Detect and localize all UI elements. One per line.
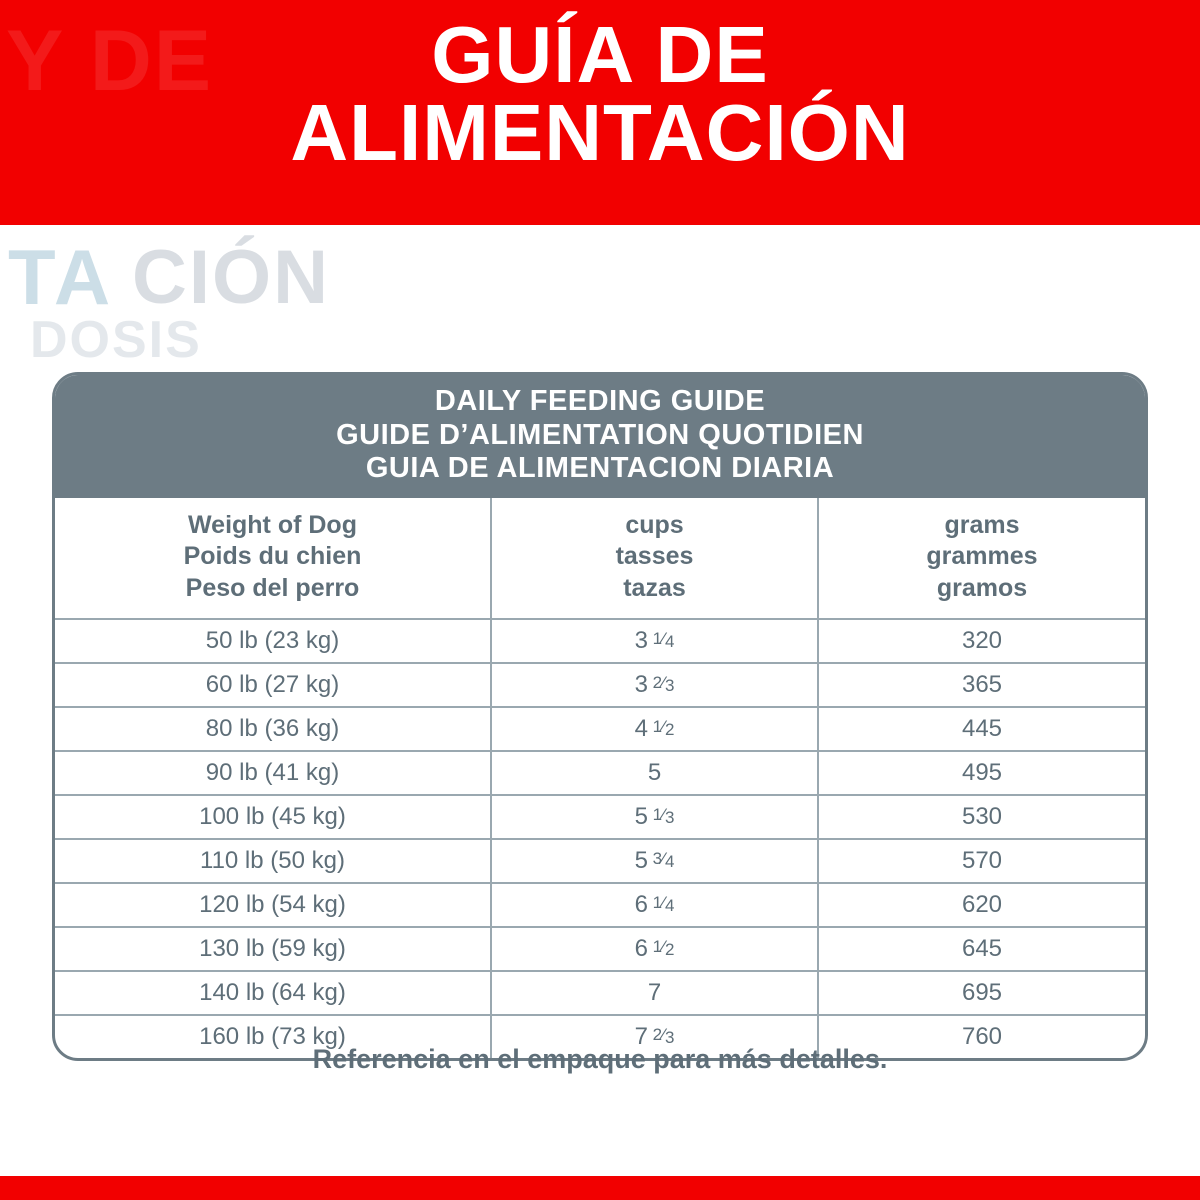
cups-denominator: 3 [664,676,675,696]
banner-ghost-text: Y DE [6,13,214,109]
cups-whole: 7 [634,1023,648,1051]
cell-weight: 120 lb (54 kg) [55,883,491,927]
cell-weight: 50 lb (23 kg) [55,619,491,663]
cups-fraction [648,673,675,696]
watermark-word-b: CIÓN [132,235,330,320]
column-header-grams-en: grams [944,510,1020,539]
page-title [0,10,1200,178]
cups-numerator: 1 [652,937,663,957]
cups-numerator: 2 [652,673,663,693]
cell-weight: 110 lb (50 kg) [55,839,491,883]
cell-cups [491,839,818,883]
table-row [55,795,1145,839]
cell-grams: 570 [818,839,1145,883]
cups-whole: 3 [634,671,648,699]
column-header-grams-es: gramos [936,573,1028,602]
cups-whole: 5 [634,803,648,831]
cell-grams: 620 [818,883,1145,927]
page-title-line1: GUÍA DE [431,10,769,99]
cell-grams: 320 [818,619,1145,663]
column-header-weight [55,498,491,620]
column-header-grams-fr: grammes [926,542,1038,571]
cups-denominator: 2 [664,720,675,740]
cups-denominator: 4 [664,852,675,872]
fraction-slash: ⁄ [662,893,665,913]
fraction-slash: ⁄ [662,673,665,693]
cell-grams: 495 [818,751,1145,795]
cups-whole: 6 [634,891,648,919]
cell-cups [491,927,818,971]
watermark-word-a: TA [8,233,115,321]
feeding-guide-table [55,498,1145,1059]
cups-fraction [648,629,675,652]
table-header-row [55,498,1145,620]
table-row [55,751,1145,795]
bottom-accent-bar [0,1176,1200,1200]
table-row [55,927,1145,971]
fraction-slash: ⁄ [662,805,665,825]
column-header-grams [818,498,1145,620]
column-header-weight-fr: Poids du chien [183,542,362,571]
cell-grams: 760 [961,1023,1003,1051]
column-header-cups-fr: tasses [615,542,694,571]
cups-denominator: 4 [664,896,675,916]
cell-weight: 140 lb (64 kg) [55,971,491,1015]
cell-weight: 160 lb (73 kg) [55,1015,491,1058]
cups-fraction [648,1025,675,1048]
table-row [55,663,1145,707]
cell-cups [491,619,818,663]
fraction-slash: ⁄ [662,717,665,737]
column-header-cups [491,498,818,620]
cups-numerator: 2 [652,1025,663,1045]
cups-denominator: 4 [664,632,675,652]
header-line-english: DAILY FEEDING GUIDE [434,385,766,417]
footnote-text: Referencia en el empaque para más detalles. [312,1044,888,1074]
cups-whole: 5 [634,847,648,875]
cups-numerator: 1 [652,805,663,825]
fraction-slash: ⁄ [662,937,665,957]
header-banner [0,0,1200,225]
cups-numerator: 1 [652,629,663,649]
column-header-weight-en: Weight of Dog [188,510,357,539]
page-title-line2: ALIMENTACIÓN [290,88,910,178]
column-header-cups-es: tazas [623,573,686,602]
cell-cups [491,971,818,1015]
fraction-slash: ⁄ [662,1025,665,1045]
column-header-cups-en: cups [625,510,684,539]
cups-fraction [648,893,675,916]
feeding-guide-header [55,375,1145,498]
cups-whole: 4 [634,715,648,743]
cell-weight: 60 lb (27 kg) [55,663,491,707]
watermark-word-c: DOSIS [30,311,202,369]
cups-fraction [648,937,675,960]
cell-cups [491,707,818,751]
cell-grams: 365 [818,663,1145,707]
cups-numerator: 3 [652,849,663,869]
table-body [55,619,1145,1058]
cups-denominator: 3 [664,1028,675,1048]
cell-cups [491,795,818,839]
cell-weight: 100 lb (45 kg) [55,795,491,839]
cups-fraction [648,849,675,872]
cups-whole: 5 [647,759,662,787]
cell-grams: 695 [818,971,1145,1015]
cups-fraction [648,717,675,740]
cell-cups [491,751,818,795]
cell-grams: 645 [818,927,1145,971]
feeding-guide-card [52,372,1148,1061]
table-row [55,883,1145,927]
cell-weight: 90 lb (41 kg) [55,751,491,795]
watermark-band [0,228,1200,378]
cups-numerator: 1 [652,717,663,737]
header-line-spanish: GUIA DE ALIMENTACION DIARIA [365,452,835,485]
cups-numerator: 1 [652,893,663,913]
cups-whole: 3 [634,627,648,655]
table-row [55,619,1145,663]
cups-fraction [648,805,675,828]
cups-whole: 7 [647,979,662,1007]
cups-denominator: 3 [664,808,675,828]
table-row [55,971,1145,1015]
header-line-french: GUIDE D’ALIMENTATION QUOTIDIEN [336,418,864,451]
cell-weight: 130 lb (59 kg) [55,927,491,971]
fraction-slash: ⁄ [662,629,665,649]
cell-grams: 445 [818,707,1145,751]
cups-denominator: 2 [664,940,675,960]
cell-cups [491,663,818,707]
cell-grams: 530 [818,795,1145,839]
table-row [55,707,1145,751]
column-header-weight-es: Peso del perro [185,573,360,602]
cell-weight: 80 lb (36 kg) [55,707,491,751]
cups-whole: 6 [634,935,648,963]
table-row [55,839,1145,883]
cell-cups [491,883,818,927]
fraction-slash: ⁄ [662,849,665,869]
